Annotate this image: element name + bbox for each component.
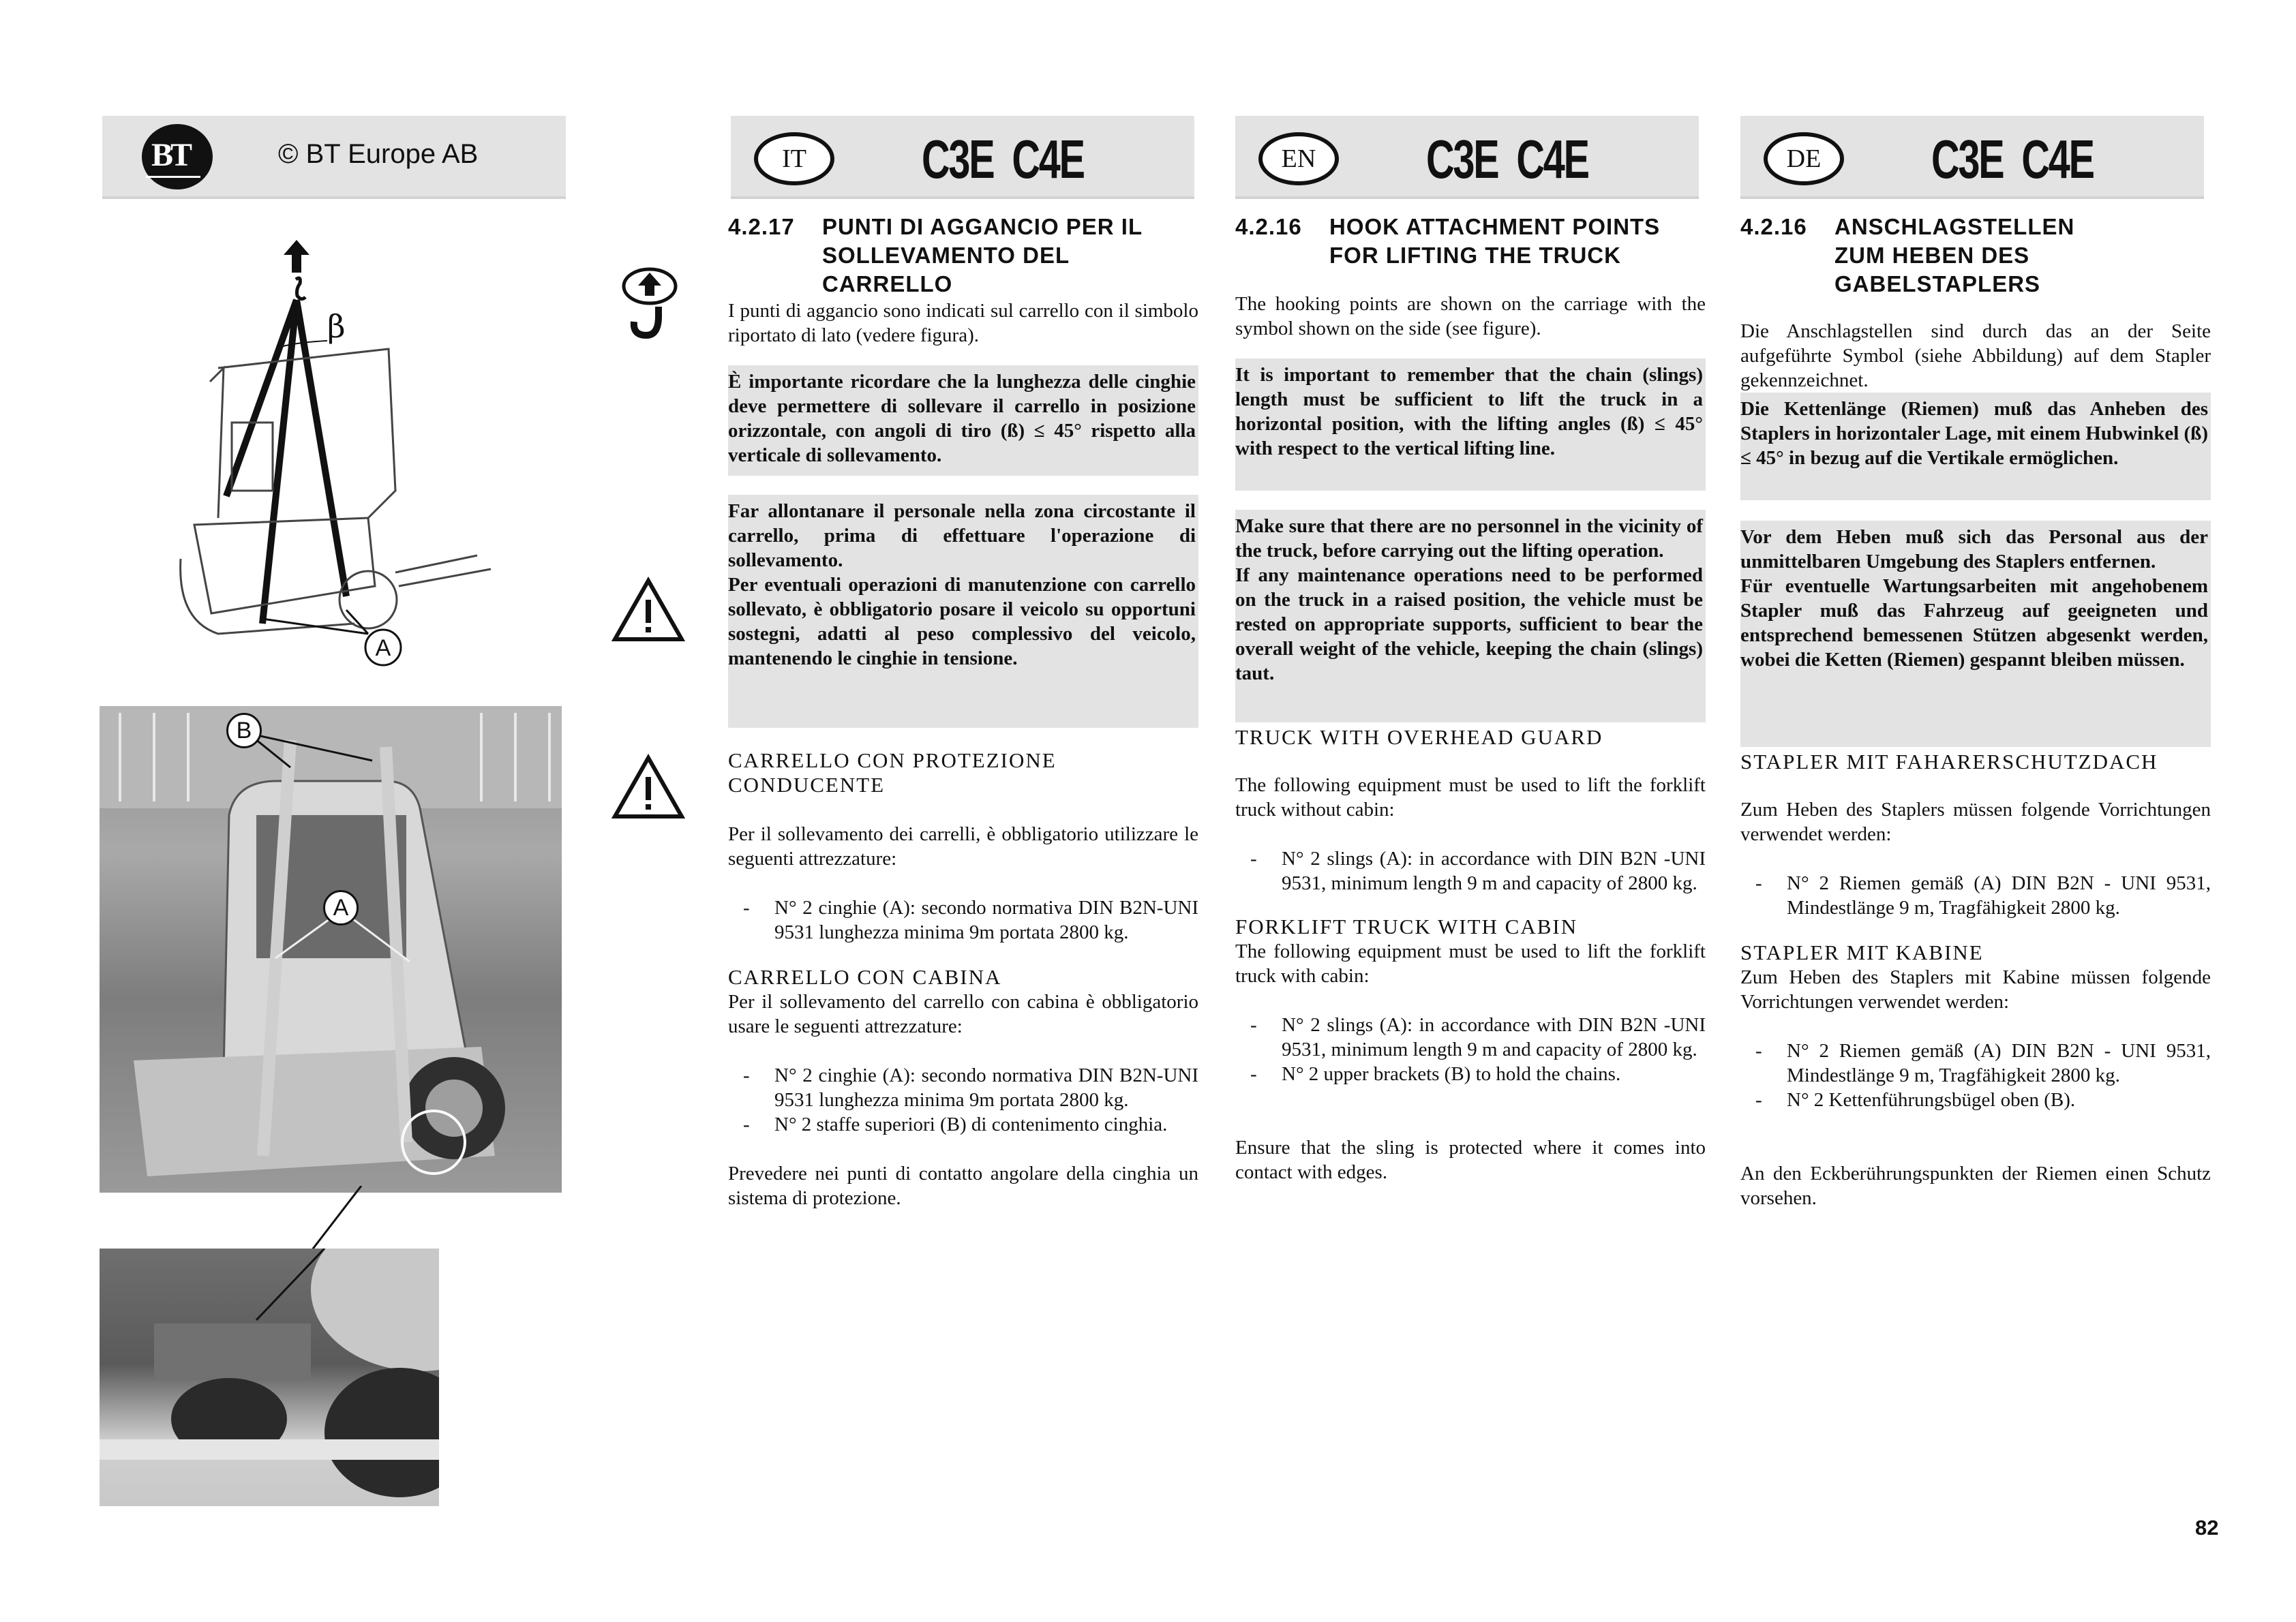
- guard-text: Zum Heben des Staplers müssen folgende Vorrichtungen verwendet werden:: [1740, 799, 2211, 845]
- section-title: 4.2.16 HOOK ATTACHMENT POINTS FOR LIFTING THE TRUCK: [1235, 214, 1661, 268]
- guard-text: Per il sollevamento dei carrelli, è obbligatorio utilizzare le seguenti attrezzature:: [728, 823, 1198, 870]
- cabin-heading: STAPLER MIT KABINE: [1740, 940, 1984, 964]
- note-box: È importante ricordare che la lunghezza delle cinghie deve permettere di sollevare il carrello in posizione orizzontale, con angoli di tiro (ß) ≤ 45° rispetto alla verticale di sollevamento.: [728, 365, 1198, 476]
- list-item: - N° 2 Riemen gemäß (A) DIN B2N - UNI 9531, Mindestlänge 9 m, Tragfähigkeit 2800 kg.: [1740, 871, 2211, 920]
- column-en: [1235, 213, 1706, 1184]
- svg-text:β: β: [327, 308, 346, 345]
- header-de: [1740, 116, 2204, 199]
- forklift-cabin-photo: [100, 706, 562, 1193]
- section-title: 4.2.16 ANSCHLAGSTELLEN ZUM HEBEN DES GABELSTAPLERS: [1740, 214, 2075, 296]
- detail-illustration: [100, 1249, 439, 1506]
- column-it: [728, 213, 1198, 1210]
- model-label: C3E C4E: [922, 129, 1084, 189]
- intro-text: The hooking points are shown on the carriage with the symbol shown on the side (see figure).: [1235, 293, 1706, 339]
- lifting-hook-icon: [619, 267, 680, 346]
- lang-badge-it: IT: [754, 132, 834, 185]
- list-item: - N° 2 staffe superiori (B) di contenimento cinghia.: [728, 1112, 1198, 1137]
- header-it: [731, 116, 1194, 199]
- cabin-list: [728, 1063, 1198, 1137]
- intro-text: I punti di aggancio sono indicati sul carrello con il simbolo riportato di lato (vedere figura).: [728, 300, 1198, 346]
- guard-text: The following equipment must be used to lift the forklift truck without cabin:: [1235, 774, 1706, 821]
- guard-list: [728, 896, 1198, 945]
- lang-badge-en: EN: [1258, 132, 1339, 185]
- closing-text: An den Eckberührungspunkten der Riemen einen Schutz vorsehen.: [1740, 1163, 2211, 1209]
- list-item: - N° 2 cinghie (A): secondo normativa DIN B2N-UNI 9531 lunghezza minima 9m portata 2800 kg.: [728, 896, 1198, 945]
- sling-detail-photo: [100, 1249, 439, 1506]
- page-number: 82: [2195, 1516, 2219, 1540]
- cabin-list: [1740, 1039, 2211, 1112]
- list-item: - N° 2 upper brackets (B) to hold the chains.: [1235, 1062, 1706, 1086]
- marker-b: B: [226, 713, 262, 748]
- guard-heading: STAPLER MIT FAHARERSCHUTZDACH: [1740, 750, 2158, 774]
- section-title: 4.2.17 PUNTI DI AGGANCIO PER IL SOLLEVAMENTO DEL CARRELLO: [728, 214, 1143, 296]
- note-box: It is important to remember that the chain (slings) length must be sufficient to lift the truck in a horizontal position, with the lifting angles (ß) ≤ 45° with respect to the vertical lifting line.: [1235, 358, 1706, 491]
- model-label: C3E C4E: [1931, 129, 2094, 189]
- cabin-text: Per il sollevamento del carrello con cabina è obbligatorio usare le seguenti attrezzature:: [728, 991, 1198, 1037]
- forklift-sling-diagram-icon: [130, 232, 511, 675]
- brand-header: [102, 116, 566, 199]
- list-item: - N° 2 Kettenführungsbügel oben (B).: [1740, 1088, 2211, 1112]
- model-label: C3E C4E: [1426, 129, 1588, 189]
- intro-text: Die Anschlagstellen sind durch das an der Seite aufgeführte Symbol (siehe Abbildung) auf dem Stapler gekennzeichnet.: [1740, 320, 2211, 391]
- marker-a: A: [323, 890, 359, 925]
- guard-list: [1740, 871, 2211, 920]
- closing-text: Ensure that the sling is protected where it comes into contact with edges.: [1235, 1137, 1706, 1183]
- warning-box: Far allontanare il personale nella zona circostante il carrello, prima di effettuare l'operazione di sollevamento. Per eventuali operazioni di manutenzione con carrello sollevato, è obbligatorio posare il veicolo su opportuni sostegni, adatti al peso complessivo del veicolo, mantenendo le cinghie in tensione.: [728, 495, 1198, 728]
- guard-heading: TRUCK WITH OVERHEAD GUARD: [1235, 725, 1603, 749]
- list-item: - N° 2 slings (A): in accordance with DIN B2N -UNI 9531, minimum length 9 m and capacity of 2800 kg.: [1235, 1013, 1706, 1062]
- bt-logo-icon: BT: [142, 124, 213, 189]
- list-item: - N° 2 Riemen gemäß (A) DIN B2N - UNI 9531, Mindestlänge 9 m, Tragfähigkeit 2800 kg.: [1740, 1039, 2211, 1088]
- copyright-text: © BT Europe AB: [278, 139, 479, 169]
- warning-triangle-icon: [611, 754, 686, 825]
- list-item: - N° 2 cinghie (A): secondo normativa DIN B2N-UNI 9531 lunghezza minima 9m portata 2800 kg.: [728, 1063, 1198, 1112]
- column-de: [1740, 213, 2211, 1210]
- guard-heading: CARRELLO CON PROTEZIONE CONDUCENTE: [728, 748, 1057, 797]
- warning-box: Make sure that there are no personnel in the vicinity of the truck, before carrying out the lifting operation. If any maintenance operations need to be performed on the truck in a raised position, the vehicle must be rested on appropriate supports, sufficient to bear the overall weight of the vehicle, keeping the chain (slings) taut.: [1235, 510, 1706, 722]
- cabin-heading: FORKLIFT TRUCK WITH CABIN: [1235, 915, 1578, 938]
- guard-list: [1235, 846, 1706, 896]
- photo-illustration: [100, 706, 562, 1193]
- lang-badge-de: DE: [1764, 132, 1844, 185]
- cabin-list: [1235, 1013, 1706, 1086]
- header-en: [1235, 116, 1699, 199]
- note-box: Die Kettenlänge (Riemen) muß das Anheben des Staplers in horizontaler Lage, mit einem Hubwinkel (ß) ≤ 45° in bezug auf die Vertikale ermöglichen.: [1740, 393, 2211, 500]
- cabin-text: The following equipment must be used to lift the forklift truck with cabin:: [1235, 940, 1706, 987]
- warning-triangle-icon: [611, 577, 686, 648]
- cabin-text: Zum Heben des Staplers mit Kabine müssen folgende Vorrichtungen verwendet werden:: [1740, 966, 2211, 1013]
- list-item: - N° 2 slings (A): in accordance with DIN B2N -UNI 9531, minimum length 9 m and capacity of 2800 kg.: [1235, 846, 1706, 896]
- cabin-heading: CARRELLO CON CABINA: [728, 965, 1002, 989]
- warning-box: Vor dem Heben muß sich das Personal aus der unmittelbaren Umgebung des Staplers entfernen. Für eventuelle Wartungsarbeiten mit angehobenem Stapler muß das Fahrzeug auf geeigneten und entsprechend bemessenen Stützen abgesenkt werden, wobei die Ketten (Riemen) gespannt bleiben müssen.: [1740, 521, 2211, 747]
- svg-text:A: A: [375, 635, 391, 661]
- closing-text: Prevedere nei punti di contatto angolare della cinghia un sistema di protezione.: [728, 1163, 1198, 1209]
- lifting-diagram: [130, 232, 511, 675]
